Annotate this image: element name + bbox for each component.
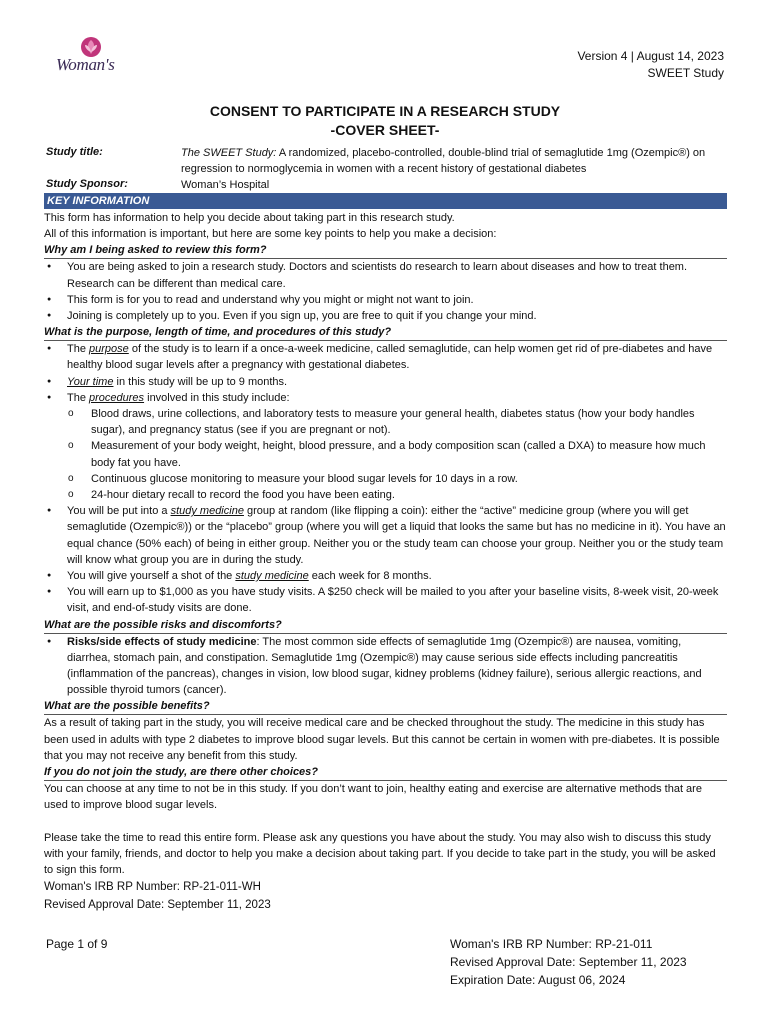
closing-irb: Woman's IRB RP Number: RP-21-011-WH bbox=[44, 881, 261, 894]
purpose-heading: What is the purpose, length of time, and procedures of this study? bbox=[44, 324, 727, 341]
list-item: o Continuous glucose monitoring to measure your blood sugar levels for 10 days in a row. bbox=[44, 471, 727, 487]
footer-expiration: Expiration Date: August 06, 2024 bbox=[450, 973, 626, 987]
list-item bbox=[44, 503, 727, 568]
document-title bbox=[0, 102, 770, 140]
purpose-list bbox=[44, 341, 727, 406]
bold-term: Risks/side effects of study medicine bbox=[67, 635, 257, 648]
purpose-list-continued bbox=[44, 503, 727, 616]
text-span: each week for 8 months. bbox=[308, 570, 432, 583]
list-item: ● Joining is completely up to you. Even if you sign up, you are free to quit if you change your mind. bbox=[44, 308, 727, 324]
list-item: o 24-hour dietary recall to record the food you have been eating. bbox=[44, 487, 727, 503]
procedures-list bbox=[44, 406, 727, 503]
text-span: You will give yourself a shot of the bbox=[67, 570, 236, 583]
benefits-text: As a result of taking part in the study, you will receive medical care and be checked throughout the study. The medicine in this study has been used in adults with type 2 diabetes to improve blood sugar levels. But this cannot be certain in women with pre-diabetes. It is possible that you may not receive any benefit from this study. bbox=[44, 717, 720, 762]
study-title-prefix: The SWEET Study: bbox=[181, 147, 277, 159]
irb-footer bbox=[450, 935, 687, 989]
key-information-bar: KEY INFORMATION bbox=[44, 193, 727, 209]
document-body bbox=[44, 193, 727, 914]
list-item: ● This form is for you to read and understand why you might or might not want to join. bbox=[44, 292, 727, 308]
text-span: The bbox=[67, 343, 90, 356]
text-span: in this study will be up to 9 months. bbox=[113, 375, 288, 388]
list-item bbox=[44, 374, 727, 390]
page-number: Page 1 of 9 bbox=[46, 937, 108, 951]
study-sponsor-label: Study Sponsor: bbox=[46, 178, 128, 190]
list-item: o Measurement of your body weight, height, blood pressure, and a body composition scan (called a DXA) to measure how much body fat you have. bbox=[44, 438, 727, 470]
underlined-term: Your time bbox=[67, 375, 114, 388]
text-span: The bbox=[67, 391, 90, 404]
why-heading: Why am I being asked to review this form? bbox=[44, 242, 727, 259]
title-line-2: -COVER SHEET- bbox=[330, 122, 440, 138]
text-span: You will be put into a bbox=[67, 505, 171, 518]
study-sponsor-value: Woman’s Hospital bbox=[181, 179, 270, 191]
version-block bbox=[577, 48, 724, 82]
underlined-term: purpose bbox=[89, 343, 129, 356]
choices-text: You can choose at any time to not be in this study. If you don’t want to join, healthy eating and exercise are alternative methods that are used to improve blood sugar levels. bbox=[44, 783, 702, 812]
version-line: Version 4 | August 14, 2023 bbox=[577, 49, 724, 63]
risks-heading: What are the possible risks and discomforts? bbox=[44, 617, 727, 634]
list-item bbox=[44, 341, 727, 373]
choices-heading: If you do not join the study, are there other choices? bbox=[44, 764, 727, 781]
list-item: ● You will earn up to $1,000 as you have study visits. A $250 check will be mailed to you after your baseline visits, 8-week visit, 20-week visit, and end-of-study visits are done. bbox=[44, 584, 727, 616]
footer-irb: Woman's IRB RP Number: RP-21-011 bbox=[450, 937, 653, 951]
text-span: of the study is to learn if a once-a-week medicine, called semaglutide, can help women get rid of pre-diabetes and have healthy blood sugar levels after a pregnancy with gestational diabetes. bbox=[67, 343, 713, 372]
closing-text: Please take the time to read this entire form. Please ask any questions you have about the study. You may also wish to discuss this study with your family, friends, and doctor to help you make a decision about taking part. If you decide to take part in the study, you will be asked to sign this form. bbox=[44, 831, 716, 876]
why-list bbox=[44, 259, 727, 324]
key-intro-2: All of this information is important, but here are some key points to help you make a decision: bbox=[44, 228, 497, 241]
footer-approval: Revised Approval Date: September 11, 2023 bbox=[450, 955, 687, 969]
key-intro-1: This form has information to help you decide about taking part in this research study. bbox=[44, 212, 455, 224]
list-item: o Blood draws, urine collections, and laboratory tests to measure your general health, diabetes status (how your body handles sugar), and pregnancy status (see if you are pregnant or not). bbox=[44, 406, 727, 438]
list-item bbox=[44, 634, 727, 699]
closing-approval: Revised Approval Date: September 11, 2023 bbox=[44, 899, 271, 912]
list-item: ● You are being asked to join a research study. Doctors and scientists do research to learn about diseases and how to treat them. Research can be different than medical care. bbox=[44, 259, 727, 291]
study-title-value bbox=[181, 145, 731, 177]
underlined-term: study medicine bbox=[235, 570, 309, 583]
study-line: SWEET Study bbox=[647, 66, 724, 80]
womans-logo bbox=[52, 36, 142, 76]
study-title-label: Study title: bbox=[46, 146, 103, 158]
underlined-term: procedures bbox=[89, 391, 145, 404]
benefits-heading: What are the possible benefits? bbox=[44, 698, 727, 715]
risks-list bbox=[44, 634, 727, 699]
list-item bbox=[44, 568, 727, 584]
text-span: group at random (like flipping a coin): either the “active” medicine group (where you will get semaglutide (Ozempic®)) or the “placebo” group (where you will get a liquid that looks the same but has no medicine in it). You have an equal chance (50% each) of being in either group. Neither you or the study team can choose your group. Neither you or the study team will know what group you are in during the study. bbox=[67, 505, 726, 566]
text-span: involved in this study include: bbox=[144, 391, 290, 404]
spacer bbox=[44, 814, 727, 830]
list-item bbox=[44, 390, 727, 406]
underlined-term: study medicine bbox=[170, 505, 244, 518]
logo-wordmark: Woman's bbox=[56, 55, 115, 74]
title-line-1: CONSENT TO PARTICIPATE IN A RESEARCH STUDY bbox=[209, 103, 561, 119]
study-title-text: A randomized, placebo-controlled, double-blind trial of semaglutide 1mg (Ozempic®) on regression to normoglycemia in women with a recent history of gestational diabetes bbox=[181, 147, 706, 175]
text-span: : The most common side effects of semaglutide 1mg (Ozempic®) are nausea, vomiting, diarrhea, stomach pain, and constipation. Semaglutide 1mg (Ozempic®) may cause serious side effects including pancreatitis (inflammation of the pancreas), changes in vision, low blood sugar, kidney problems (kidney failure), serious allergic reactions, and possible thyroid tumors (cancer). bbox=[67, 635, 702, 697]
